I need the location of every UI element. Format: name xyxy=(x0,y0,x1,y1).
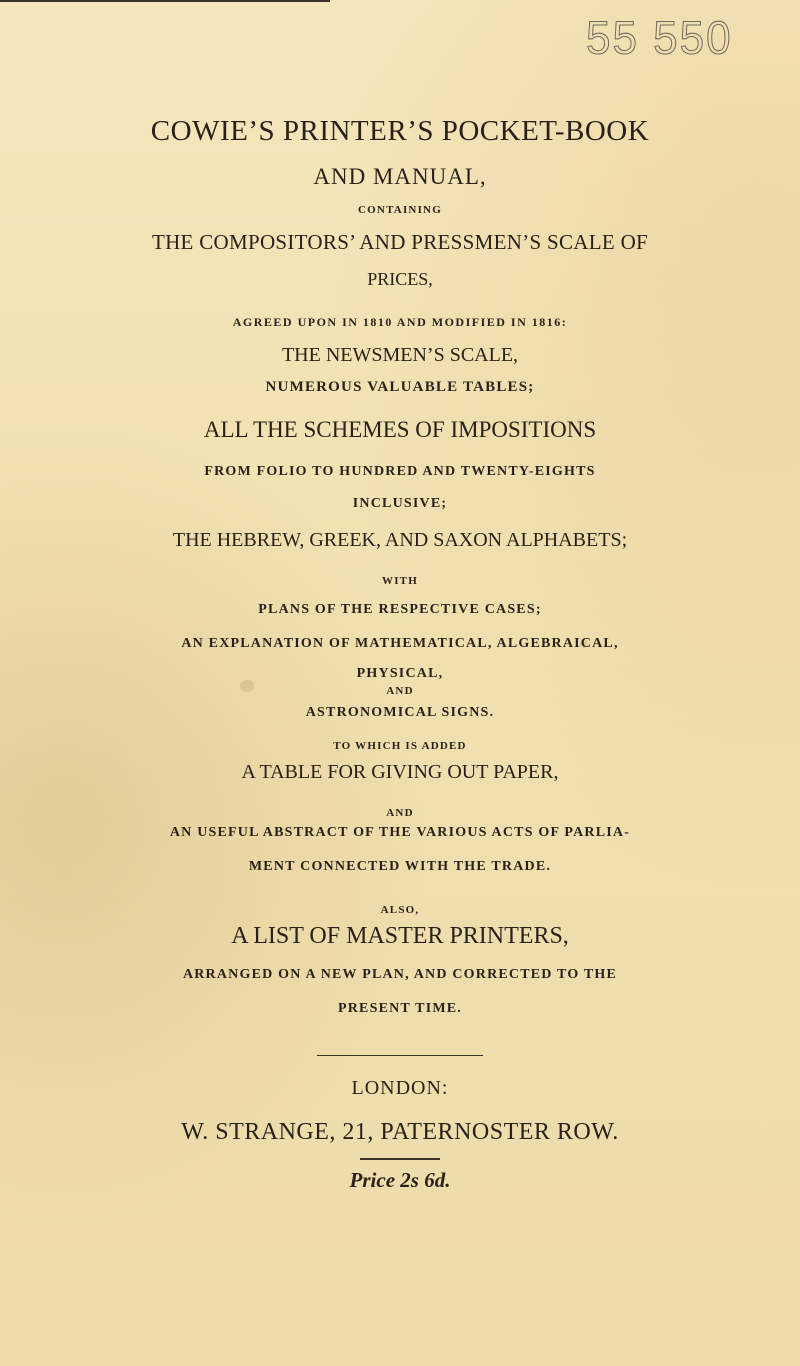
title-line-arranged: ARRANGED ON A NEW PLAN, AND CORRECTED TO THE xyxy=(182,967,618,982)
title-line-master-printers: A LIST OF MASTER PRINTERS, xyxy=(231,923,569,949)
title-line-present: PRESENT TIME. xyxy=(337,1001,462,1016)
title-line-impositions: ALL THE SCHEMES OF IMPOSITIONS xyxy=(203,417,597,442)
price-line: Price 2s 6d. xyxy=(349,1168,451,1192)
title-line-alphabets: THE HEBREW, GREEK, AND SAXON ALPHABETS; xyxy=(172,529,628,551)
divider-rule-short xyxy=(360,1158,440,1160)
title-line-also: ALSO, xyxy=(380,904,420,916)
title-line-scale: THE COMPOSITORS’ AND PRESSMEN’S SCALE OF xyxy=(151,230,649,254)
title-line-paper: A TABLE FOR GIVING OUT PAPER, xyxy=(241,761,559,783)
shelfmark-stamp: 55 550 xyxy=(586,12,733,65)
title-line-with: WITH xyxy=(382,575,418,587)
title-line-trade: MENT CONNECTED WITH THE TRADE. xyxy=(248,859,552,874)
title-line-and: AND xyxy=(386,807,414,819)
book-subtitle: AND MANUAL, xyxy=(313,164,487,189)
title-line-newsmen: THE NEWSMEN’S SCALE, xyxy=(281,344,519,366)
title-line-physical: PHYSICAL, xyxy=(356,666,444,681)
title-line-containing: CONTAINING xyxy=(358,204,442,216)
title-line-folio: FROM FOLIO TO HUNDRED AND TWENTY-EIGHTS xyxy=(204,464,596,479)
title-line-inclusive: INCLUSIVE; xyxy=(352,496,448,511)
title-line-tables: NUMEROUS VALUABLE TABLES; xyxy=(265,379,535,395)
imprint-place: LONDON: xyxy=(351,1077,449,1099)
title-line-and: AND xyxy=(386,685,414,697)
title-line-signs: ASTRONOMICAL SIGNS. xyxy=(305,705,495,720)
top-border-line xyxy=(0,0,330,6)
book-title: COWIE’S PRINTER’S POCKET-BOOK xyxy=(150,115,650,147)
title-line-explanation: AN EXPLANATION OF MATHEMATICAL, ALGEBRAICAL, xyxy=(181,636,619,651)
title-line-abstract: AN USEFUL ABSTRACT OF THE VARIOUS ACTS OF PARLIA- xyxy=(169,825,631,840)
title-line-agreed: AGREED UPON IN 1810 AND MODIFIED IN 1816: xyxy=(232,315,568,329)
title-line-added: TO WHICH IS ADDED xyxy=(333,740,467,752)
title-line-prices: PRICES, xyxy=(367,269,433,289)
divider-rule xyxy=(317,1055,483,1056)
title-line-plans: PLANS OF THE RESPECTIVE CASES; xyxy=(258,602,542,617)
imprint-publisher: W. STRANGE, 21, PATERNOSTER ROW. xyxy=(181,1119,619,1145)
